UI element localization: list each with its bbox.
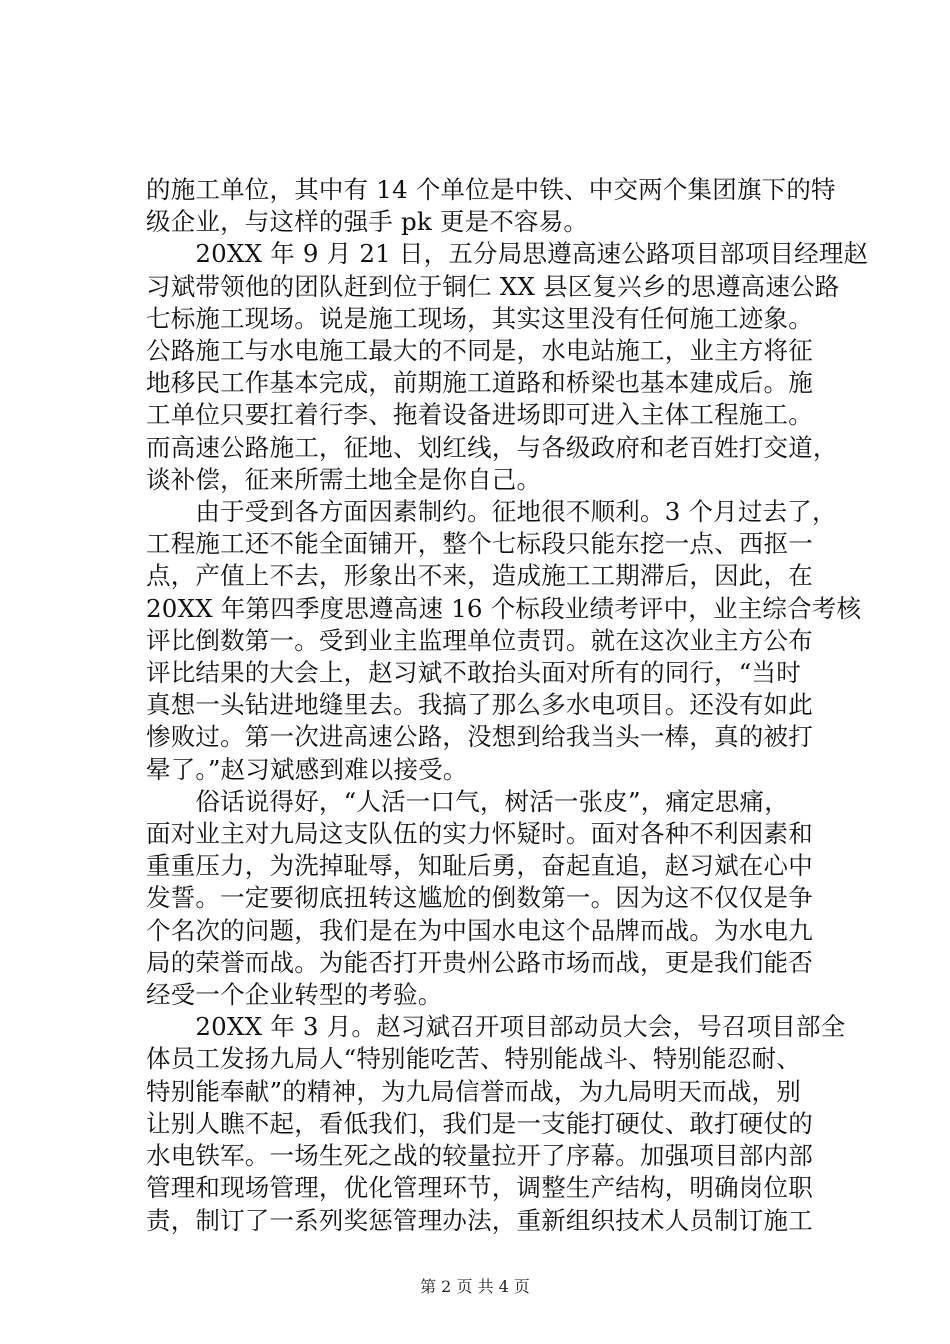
text-line: 七标施工现场。说是施工现场，其实这里没有任何施工迹象。: [146, 303, 813, 333]
text-line: 20XX 年第四季度思遵高速 16 个标段业绩考评中，业主综合考核: [146, 593, 862, 623]
text-line: 惨败过。第一次进高速公路，没想到给我当头一棒，真的被打: [146, 722, 813, 752]
text-line: 特别能奉献”的精神，为九局信誉而战，为九局明天而战，别: [146, 1076, 801, 1106]
text-line: 地移民工作基本完成，前期施工道路和桥梁也基本建成后。施: [146, 368, 813, 398]
text-line: 工单位只要扛着行李、拖着设备进场即可进入主体工程施工。: [146, 400, 813, 430]
text-line: 习斌带领他的团队赶到位于铜仁 XX 县区复兴乡的思遵高速公路: [146, 271, 840, 301]
text-line: 个名次的问题，我们是在为中国水电这个品牌而战。为水电九: [146, 915, 813, 945]
text-line: 的施工单位，其中有 14 个单位是中铁、中交两个集团旗下的特: [146, 175, 836, 204]
document-body: [146, 174, 869, 1237]
text-line: 发誓。一定要彻底扭转这尴尬的倒数第一。因为这不仅仅是争: [146, 883, 813, 913]
text-line: 公路施工与水电施工最大的不同是，水电站施工，业主方将征: [146, 336, 813, 366]
text-line: 重重压力，为洗掉耻辱，知耻后勇，奋起直追，赵习斌在心中: [146, 851, 813, 881]
text-line: 20XX 年 9 月 21 日，五分局思遵高速公路项目部项目经理赵: [146, 239, 869, 269]
text-line: 面对业主对九局这支队伍的实力怀疑时。面对各种不利因素和: [146, 819, 813, 849]
text-line: 让别人瞧不起，看低我们，我们是一支能打硬仗、敢打硬仗的: [146, 1108, 813, 1138]
text-line: 真想一头钻进地缝里去。我搞了那么多水电项目。还没有如此: [146, 690, 813, 720]
text-line: 级企业，与这样的强手 pk 更是不容易。: [146, 207, 589, 237]
text-line: 点，产值上不去，形象出不来，造成施工工期滞后，因此，在: [146, 561, 813, 591]
page-footer: 第 2 页 共 4 页: [420, 1277, 530, 1296]
text-line: 由于受到各方面因素制约。征地很不顺利。3 个月过去了，: [146, 497, 837, 527]
text-line: 经受一个企业转型的考验。: [146, 980, 443, 1010]
text-line: 管理和现场管理，优化管理环节，调整生产结构，明确岗位职: [146, 1173, 813, 1203]
text-line: 评比结果的大会上，赵习斌不敢抬头面对所有的同行，“当时: [146, 658, 801, 688]
text-line: 局的荣誉而战。为能否打开贵州公路市场而战，更是我们能否: [146, 947, 813, 977]
text-line: 而高速公路施工，征地、划红线，与各级政府和老百姓打交道，: [146, 432, 838, 462]
text-line: 谈补偿，征来所需土地全是你自己。: [146, 464, 542, 494]
text-line: 20XX 年 3 月。赵习斌召开项目部动员大会，号召项目部全: [146, 1012, 846, 1042]
text-line: 俗话说得好，“人活一口气，树活一张皮”，痛定思痛，: [146, 786, 789, 816]
text-line: 体员工发扬九局人“特别能吃苦、特别能战斗、特别能忍耐、: [146, 1044, 801, 1074]
text-line: 责，制订了一系列奖惩管理办法，重新组织技术人员制订施工: [146, 1205, 813, 1235]
text-line: 晕了。”赵习斌感到难以接受。: [146, 754, 468, 784]
text-line: 评比倒数第一。受到业主监理单位责罚。就在这次业主方公布: [146, 625, 813, 655]
text-line: 工程施工还不能全面铺开，整个七标段只能东挖一点、西抠一: [146, 529, 813, 559]
text-line: 水电铁军。一场生死之战的较量拉开了序幕。加强项目部内部: [146, 1141, 813, 1171]
